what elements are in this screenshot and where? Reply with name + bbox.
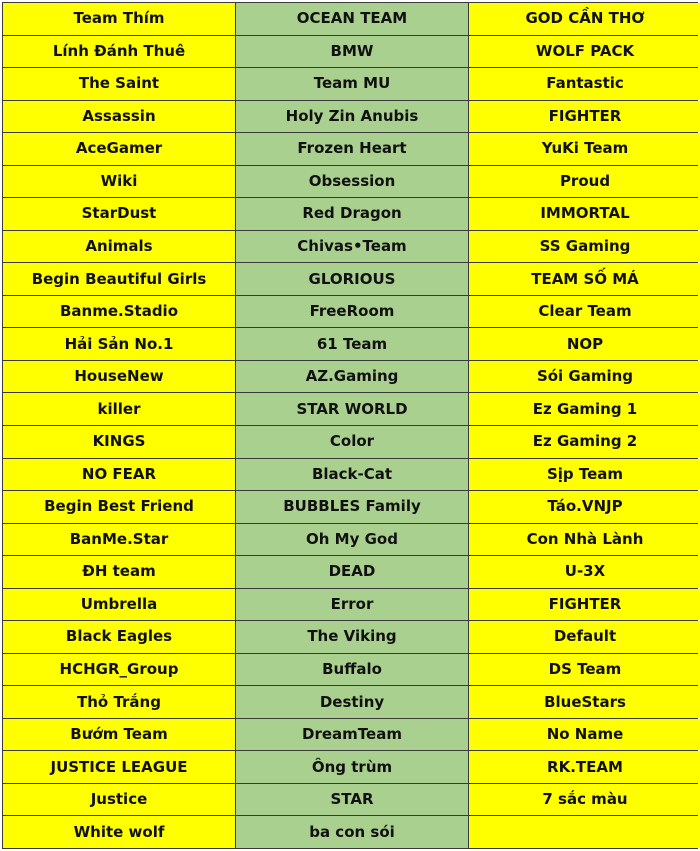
table-cell: Bướm Team bbox=[3, 719, 235, 751]
table-cell: JUSTICE LEAGUE bbox=[3, 751, 235, 783]
table-cell: Assassin bbox=[3, 101, 235, 133]
table-cell: Lính Đánh Thuê bbox=[3, 36, 235, 68]
table-cell: NOP bbox=[469, 328, 700, 360]
table-cell: SS Gaming bbox=[469, 231, 700, 263]
table-cell: Proud bbox=[469, 166, 700, 198]
table-cell: Team MU bbox=[236, 68, 468, 100]
table-cell: AZ.Gaming bbox=[236, 361, 468, 393]
table-cell: The Saint bbox=[3, 68, 235, 100]
table-cell: Wiki bbox=[3, 166, 235, 198]
table-cell: WOLF PACK bbox=[469, 36, 700, 68]
table-cell: Buffalo bbox=[236, 654, 468, 686]
table-cell: Red Dragon bbox=[236, 198, 468, 230]
table-cell: Ông trùm bbox=[236, 751, 468, 783]
table-cell: Táo.VNJP bbox=[469, 491, 700, 523]
table-cell: Sói Gaming bbox=[469, 361, 700, 393]
table-cell: Chivas•Team bbox=[236, 231, 468, 263]
table-cell: Con Nhà Lành bbox=[469, 524, 700, 556]
table-cell: ba con sói bbox=[236, 816, 468, 848]
table-cell: BanMe.Star bbox=[3, 524, 235, 556]
table-cell: Ez Gaming 1 bbox=[469, 393, 700, 425]
table-cell: BlueStars bbox=[469, 686, 700, 718]
table-cell: TEAM SỐ MÁ bbox=[469, 263, 700, 295]
table-cell: Thỏ Trắng bbox=[3, 686, 235, 718]
table-cell: Default bbox=[469, 621, 700, 653]
table-cell: White wolf bbox=[3, 816, 235, 848]
table-cell: Oh My God bbox=[236, 524, 468, 556]
table-cell: AceGamer bbox=[3, 133, 235, 165]
table-cell: Sịp Team bbox=[469, 459, 700, 491]
table-cell: GOD CẦN THƠ bbox=[469, 3, 700, 35]
table-cell: STAR WORLD bbox=[236, 393, 468, 425]
table-cell: Black Eagles bbox=[3, 621, 235, 653]
table-cell: HouseNew bbox=[3, 361, 235, 393]
table-cell: 61 Team bbox=[236, 328, 468, 360]
table-cell: ĐH team bbox=[3, 556, 235, 588]
table-cell: GLORIOUS bbox=[236, 263, 468, 295]
table-cell: Ez Gaming 2 bbox=[469, 426, 700, 458]
table-cell: Fantastic bbox=[469, 68, 700, 100]
table-cell: Color bbox=[236, 426, 468, 458]
table-cell: HCHGR_Group bbox=[3, 654, 235, 686]
table-cell: Animals bbox=[3, 231, 235, 263]
table-cell: FreeRoom bbox=[236, 296, 468, 328]
table-cell: BUBBLES Family bbox=[236, 491, 468, 523]
table-cell: Justice bbox=[3, 784, 235, 816]
table-cell: NO FEAR bbox=[3, 459, 235, 491]
table-cell: STAR bbox=[236, 784, 468, 816]
table-cell: Umbrella bbox=[3, 589, 235, 621]
table-cell: Frozen Heart bbox=[236, 133, 468, 165]
team-names-table bbox=[2, 2, 698, 849]
table-cell: OCEAN TEAM bbox=[236, 3, 468, 35]
table-cell: IMMORTAL bbox=[469, 198, 700, 230]
table-cell: DreamTeam bbox=[236, 719, 468, 751]
table-cell: BMW bbox=[236, 36, 468, 68]
table-cell: StarDust bbox=[3, 198, 235, 230]
table-cell: Destiny bbox=[236, 686, 468, 718]
table-cell: DEAD bbox=[236, 556, 468, 588]
table-cell: U-3X bbox=[469, 556, 700, 588]
table-cell: The Viking bbox=[236, 621, 468, 653]
table-cell: Begin Best Friend bbox=[3, 491, 235, 523]
table-cell: Holy Zin Anubis bbox=[236, 101, 468, 133]
table-cell: FIGHTER bbox=[469, 589, 700, 621]
table-cell: Team Thím bbox=[3, 3, 235, 35]
table-cell: Error bbox=[236, 589, 468, 621]
table-cell: Begin Beautiful Girls bbox=[3, 263, 235, 295]
table-cell: RK.TEAM bbox=[469, 751, 700, 783]
table-cell: Black-Cat bbox=[236, 459, 468, 491]
table-cell: FIGHTER bbox=[469, 101, 700, 133]
table-cell: KINGS bbox=[3, 426, 235, 458]
table-cell: Clear Team bbox=[469, 296, 700, 328]
table-cell: Hải Sản No.1 bbox=[3, 328, 235, 360]
table-cell: 7 sắc màu bbox=[469, 784, 700, 816]
table-cell: Obsession bbox=[236, 166, 468, 198]
table-cell bbox=[469, 816, 700, 848]
table-cell: Banme.Stadio bbox=[3, 296, 235, 328]
table-cell: YuKi Team bbox=[469, 133, 700, 165]
table-cell: killer bbox=[3, 393, 235, 425]
table-cell: No Name bbox=[469, 719, 700, 751]
table-cell: DS Team bbox=[469, 654, 700, 686]
